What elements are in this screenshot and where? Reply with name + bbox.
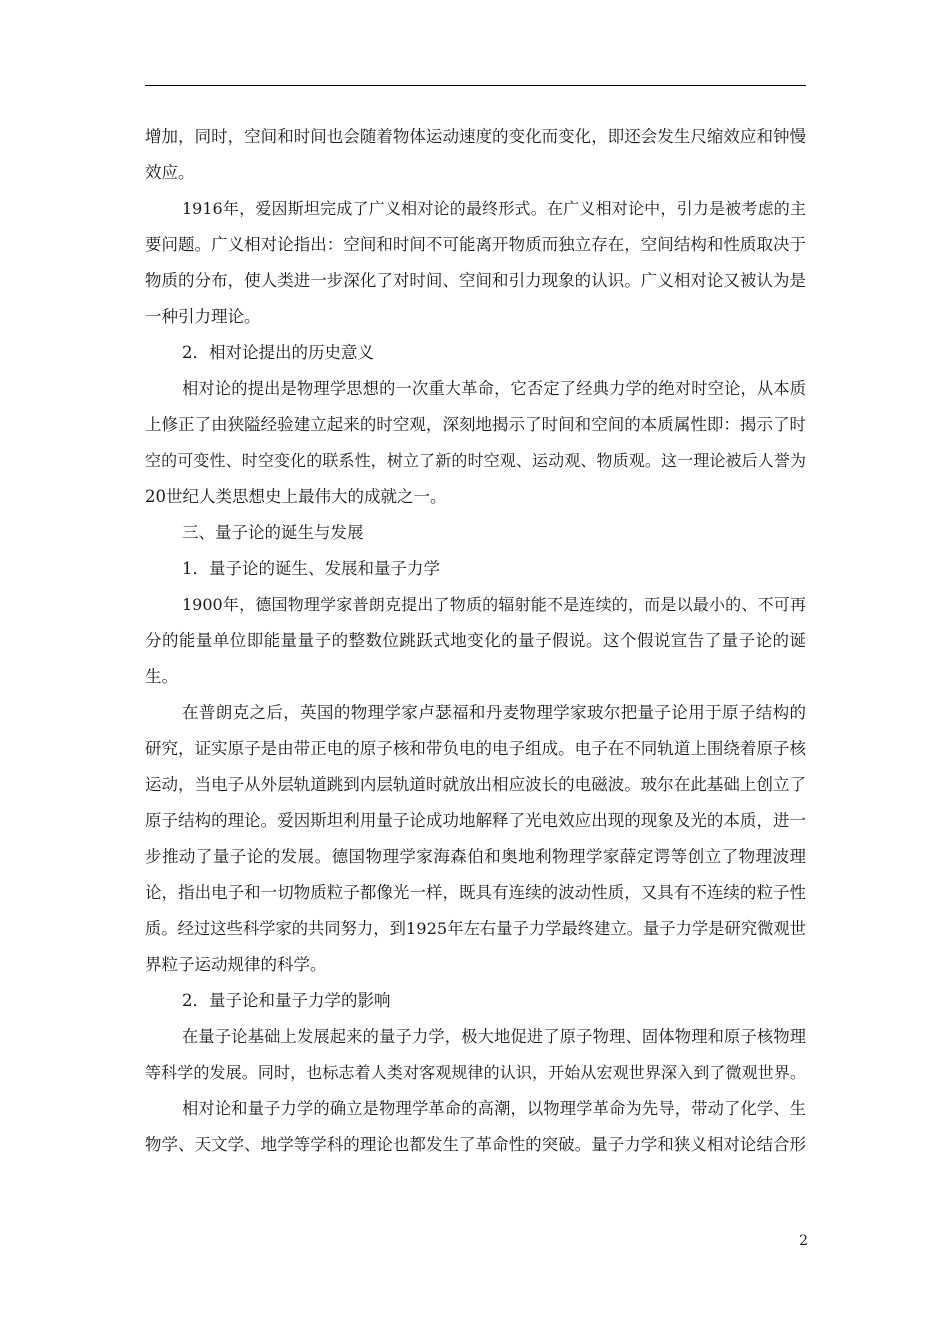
text-line: 1．量子论的诞生、发展和量子力学 xyxy=(182,559,440,578)
text-line: 20世纪人类思想史上最伟大的成就之一。 xyxy=(145,487,447,506)
text-line: 论，指出电子和一切物质粒子都像光一样，既具有连续的波动性质，又具有不连续的粒子性 xyxy=(145,883,806,902)
text-line: 相对论和量子力学的确立是物理学革命的高潮，以物理学革命为先导，带动了化学、生 xyxy=(182,1099,806,1118)
text-line: 要问题。广义相对论指出：空间和时间不可能离开物质而独立存在，空间结构和性质取决于 xyxy=(145,235,806,254)
text-line: 界粒子运动规律的科学。 xyxy=(145,955,327,974)
text-line: 研究，证实原子是由带正电的原子核和带负电的电子组成。电子在不同轨道上围绕着原子核 xyxy=(145,739,806,758)
text-line: 等科学的发展。同时，也标志着人类对客观规律的认识，开始从宏观世界深入到了微观世界。 xyxy=(145,1063,806,1082)
text-line: 物学、天文学、地学等学科的理论也都发生了革命性的突破。量子力学和狭义相对论结合形 xyxy=(145,1135,806,1154)
document-body xyxy=(145,119,806,1163)
text-line: 质。经过这些科学家的共同努力，到1925年左右量子力学最终建立。量子力学是研究微观世 xyxy=(145,919,806,938)
text-line: 在普朗克之后，英国的物理学家卢瑟福和丹麦物理学家玻尔把量子论用于原子结构的 xyxy=(182,703,806,722)
text-line: 三、量子论的诞生与发展 xyxy=(182,523,364,542)
text-line: 空的可变性、时空变化的联系性，树立了新的时空观、运动观、物质观。这一理论被后人誉为 xyxy=(145,451,806,470)
text-line: 一种引力理论。 xyxy=(145,307,261,326)
text-line: 原子结构的理论。爱因斯坦利用量子论成功地解释了光电效应出现的现象及光的本质，进一 xyxy=(145,811,806,830)
text-line: 2．量子论和量子力学的影响 xyxy=(182,991,391,1010)
text-line: 上修正了由狭隘经验建立起来的时空观，深刻地揭示了时间和空间的本质属性即：揭示了时 xyxy=(145,415,806,434)
text-line: 1900年，德国物理学家普朗克提出了物质的辐射能不是连续的，而是以最小的、不可再 xyxy=(182,595,806,614)
text-line: 效应。 xyxy=(145,163,195,182)
header-rule xyxy=(145,85,806,86)
page-number: 2 xyxy=(799,1233,808,1249)
text-line: 1916年，爱因斯坦完成了广义相对论的最终形式。在广义相对论中，引力是被考虑的主 xyxy=(182,199,806,218)
text-line: 2．相对论提出的历史意义 xyxy=(182,343,374,362)
text-line: 物质的分布，使人类进一步深化了对时间、空间和引力现象的认识。广义相对论又被认为是 xyxy=(145,271,806,290)
text-line: 运动，当电子从外层轨道跳到内层轨道时就放出相应波长的电磁波。玻尔在此基础上创立了 xyxy=(145,775,806,794)
text-line: 步推动了量子论的发展。德国物理学家海森伯和奥地利物理学家薛定谔等创立了物理波理 xyxy=(145,847,806,866)
text-line: 生。 xyxy=(145,667,178,686)
text-line: 增加，同时，空间和时间也会随着物体运动速度的变化而变化，即还会发生尺缩效应和钟慢 xyxy=(145,127,806,146)
text-line: 分的能量单位即能量量子的整数位跳跃式地变化的量子假说。这个假说宣告了量子论的诞 xyxy=(145,631,806,650)
text-line: 相对论的提出是物理学思想的一次重大革命，它否定了经典力学的绝对时空论，从本质 xyxy=(182,379,806,398)
text-line: 在量子论基础上发展起来的量子力学，极大地促进了原子物理、固体物理和原子核物理 xyxy=(182,1027,806,1046)
